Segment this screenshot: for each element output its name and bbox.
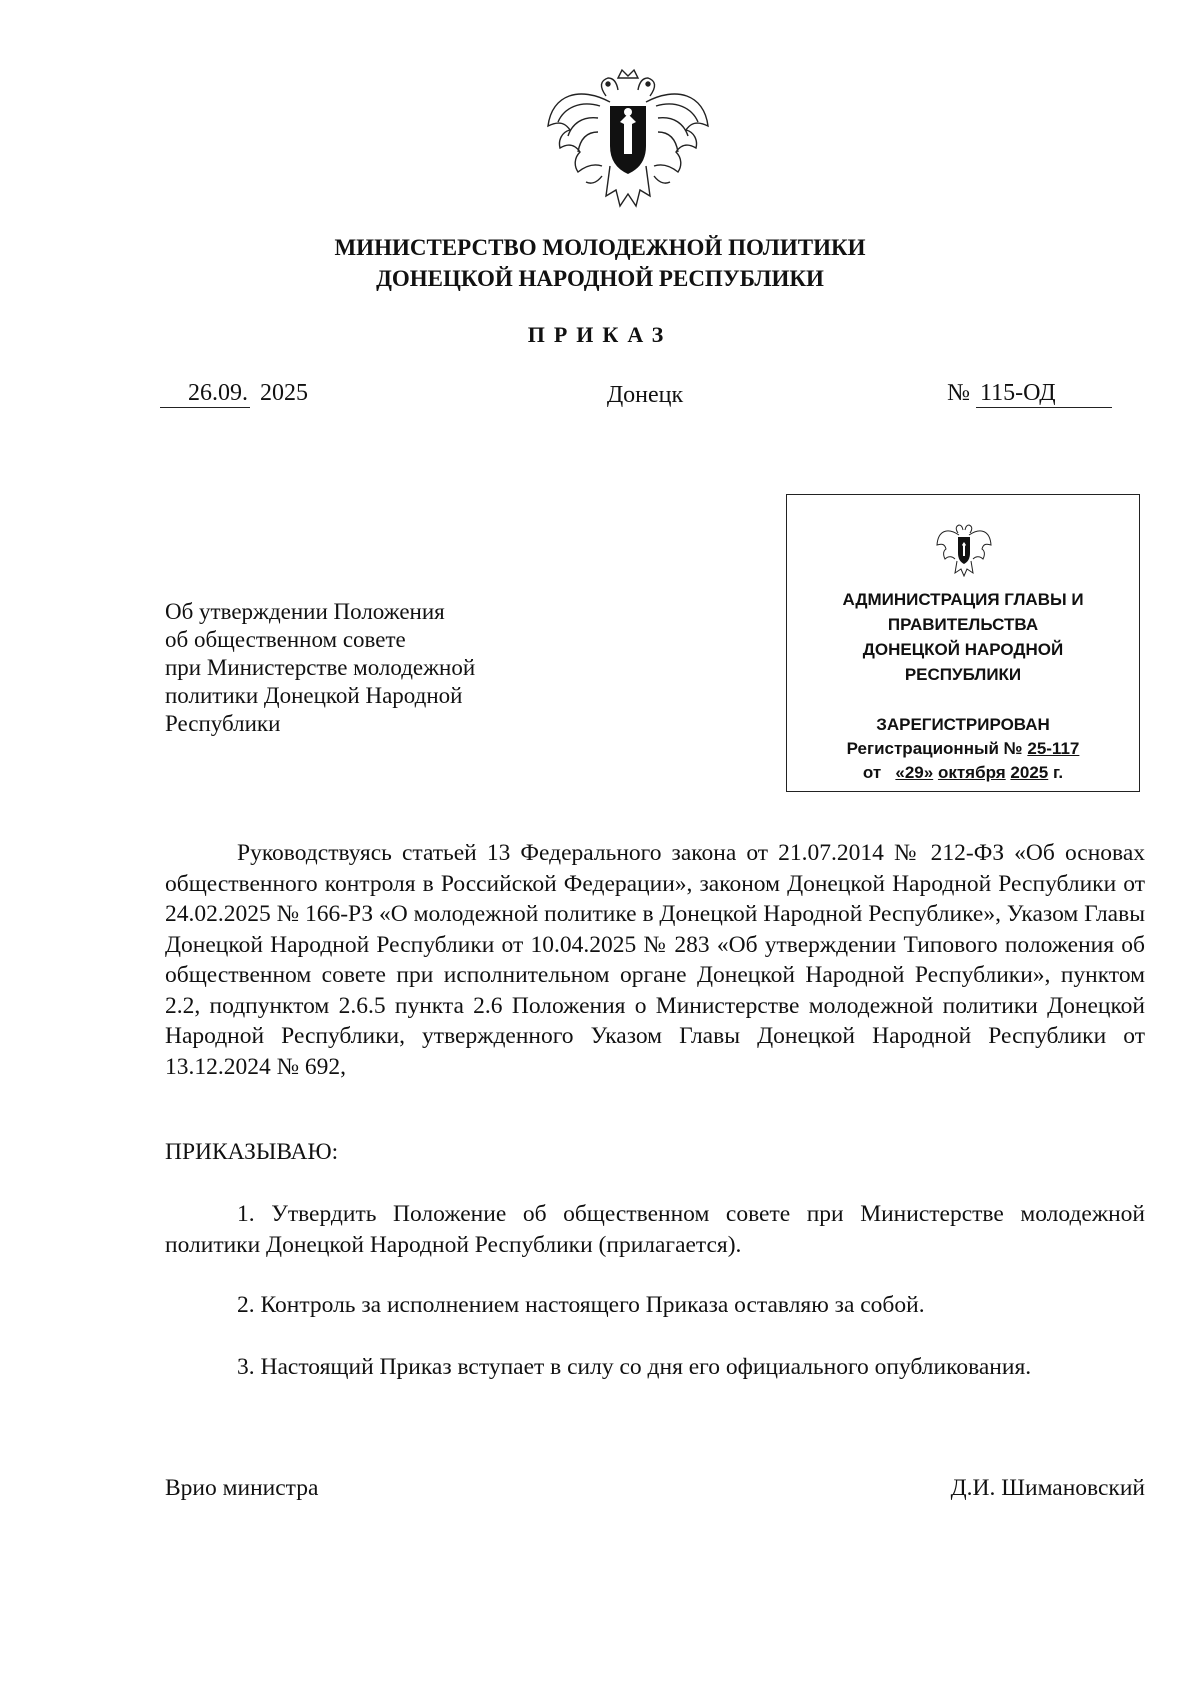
stamp-reg-month: октября: [937, 763, 1006, 782]
stamp-reg-date-line: [787, 761, 1139, 785]
order-item-3: [165, 1352, 1145, 1383]
signatory-name: Д.И. Шимановский: [950, 1475, 1145, 1501]
order-date-day: 26.09.: [160, 380, 250, 408]
order-item-1: [165, 1199, 1145, 1260]
order-date: [160, 380, 308, 408]
order-meta-line: [160, 380, 1112, 414]
order-item-3-text: 3. Настоящий Приказ вступает в силу со дня его официального опубликования.: [237, 1354, 1032, 1380]
stamp-organization: [787, 587, 1139, 687]
stamp-reg-label: Регистрационный №: [846, 739, 1023, 758]
subject-line-3: при Министерстве молодежной: [165, 655, 476, 680]
order-number: [947, 380, 1112, 408]
ministry-line-1: МИНИСТЕРСТВО МОЛОДЕЖНОЙ ПОЛИТИКИ: [334, 235, 866, 260]
subject-line-5: Республики: [165, 711, 281, 736]
subject-line-4: политики Донецкой Народной: [165, 683, 463, 708]
stamp-org-line-1: АДМИНИСТРАЦИЯ ГЛАВЫ И: [842, 590, 1084, 609]
subject-line-2: об общественном совете: [165, 627, 406, 652]
stamp-reg-day: «29»: [895, 763, 934, 782]
preamble-paragraph: Руководствуясь статьей 13 Федерального закона от 21.07.2014 № 212-ФЗ «Об основах общественного контроля в Российской Федерации», законом Донецкой Народной Республики от 24.02.2025 № 166-РЗ «О молодежной политике в Донецкой Народной Республике», Указом Главы Донецкой Народной Республики от 10.04.2025 № 283 «Об утверждении Типового положения об общественном совете при исполнительном органе Донецкой Народной Республики», пунктом 2.2, подпунктом 2.6.5 пункта 2.6 Положения о Министерстве молодежной политики Донецкой Народной Республики, утвержденного Указом Главы Донецкой Народной Республики от 13.12.2024 № 692,: [165, 840, 1145, 1080]
stamp-org-line-3: ДОНЕЦКОЙ НАРОДНОЙ: [862, 640, 1064, 659]
coat-of-arms-icon: [540, 66, 716, 212]
stamp-from-label: от: [862, 763, 882, 782]
order-subject: [165, 598, 565, 738]
number-sign: №: [947, 380, 970, 406]
subject-line-1: Об утверждении Положения: [165, 599, 445, 624]
stamp-registration-info: [787, 713, 1139, 785]
stamp-coat-of-arms-icon: [935, 521, 993, 577]
order-command: ПРИКАЗЫВАЮ:: [165, 1139, 339, 1165]
stamp-reg-number-line: [787, 737, 1139, 761]
stamp-reg-year: 2025: [1010, 763, 1049, 782]
signatory-position: Врио министра: [165, 1475, 319, 1501]
stamp-reg-number: 25-117: [1027, 739, 1080, 758]
registration-stamp: [786, 494, 1140, 792]
ministry-name: [200, 232, 1000, 294]
order-item-1-text: 1. Утвердить Положение об общественном совете при Министерстве молодежной политики Донецкой Народной Республики (прилагается).: [165, 1201, 1145, 1258]
order-item-2: [165, 1290, 1145, 1321]
order-item-2-text: 2. Контроль за исполнением настоящего Приказа оставляю за собой.: [237, 1292, 925, 1318]
stamp-status-text: ЗАРЕГИСТРИРОВАН: [876, 715, 1050, 734]
stamp-org-line-4: РЕСПУБЛИКИ: [904, 665, 1022, 684]
document-type-title: ПРИКАЗ: [527, 322, 673, 347]
order-city: Донецк: [606, 382, 684, 408]
ministry-line-2: ДОНЕЦКОЙ НАРОДНОЙ РЕСПУБЛИКИ: [376, 266, 824, 291]
stamp-org-line-2: ПРАВИТЕЛЬСТВА: [887, 615, 1039, 634]
stamp-year-suffix: г.: [1052, 763, 1064, 782]
order-number-value: 115-ОД: [976, 380, 1112, 408]
order-preamble: [165, 838, 1145, 1082]
order-date-year: 2025: [260, 380, 308, 406]
